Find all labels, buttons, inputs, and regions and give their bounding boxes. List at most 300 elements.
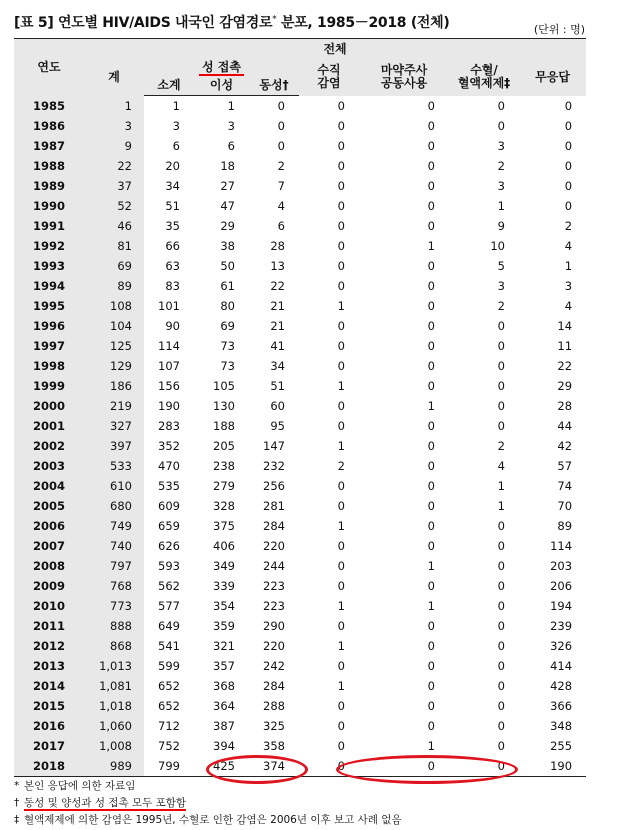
title-text: [표 5] 연도별 HIV/AIDS 내국인 감염경로 [14, 15, 273, 31]
year-cell: 2012 [14, 636, 84, 656]
year-cell: 2010 [14, 596, 84, 616]
total-cell: 37 [84, 176, 144, 196]
value-cell: 0 [497, 739, 505, 753]
value-cell: 89 [557, 519, 573, 533]
header-transfusion: 수혈/ 혈액제제‡ [449, 59, 519, 96]
value-cell: 428 [550, 679, 573, 693]
table-row [14, 316, 586, 336]
value-cell: 652 [158, 699, 180, 713]
value-cell: 223 [263, 599, 285, 613]
value-cell: 0 [427, 339, 435, 353]
value-cell: 244 [263, 559, 285, 573]
value-cell: 3 [497, 139, 505, 153]
value-cell: 107 [158, 359, 180, 373]
total-cell: 1,018 [84, 696, 144, 716]
value-cell: 34 [270, 359, 285, 373]
footnote-3: ‡ 혈액제제에 의한 감염은 1995년, 수혈로 인한 감염은 2006년 이후 보고 사례 없음 [14, 814, 402, 826]
total-cell: 89 [84, 276, 144, 296]
value-cell: 1 [564, 259, 573, 273]
total-cell: 52 [84, 196, 144, 216]
value-cell: 659 [158, 519, 180, 533]
value-cell: 364 [213, 699, 235, 713]
value-cell: 0 [337, 719, 345, 733]
year-cell: 2004 [14, 476, 84, 496]
value-cell: 562 [158, 579, 180, 593]
value-cell: 3 [227, 119, 235, 133]
value-cell: 0 [337, 419, 345, 433]
value-cell: 239 [550, 619, 573, 633]
value-cell: 11 [557, 339, 573, 353]
table-row [14, 696, 586, 716]
value-cell: 6 [277, 219, 285, 233]
value-cell: 60 [270, 399, 285, 413]
value-cell: 0 [337, 159, 345, 173]
year-cell: 2002 [14, 436, 84, 456]
year-cell: 1993 [14, 256, 84, 276]
value-cell: 1 [337, 379, 345, 393]
value-cell: 2 [497, 439, 505, 453]
value-cell: 609 [158, 499, 180, 513]
value-cell: 10 [490, 239, 505, 253]
total-cell: 1,060 [84, 716, 144, 736]
value-cell: 593 [158, 559, 180, 573]
value-cell: 1 [497, 199, 505, 213]
value-cell: 0 [497, 419, 505, 433]
total-cell: 797 [84, 556, 144, 576]
total-cell: 125 [84, 336, 144, 356]
value-cell: 0 [497, 619, 505, 633]
value-cell: 105 [213, 379, 235, 393]
value-cell: 29 [220, 219, 235, 233]
value-cell: 21 [270, 299, 285, 313]
value-cell: 0 [497, 719, 505, 733]
total-cell: 108 [84, 296, 144, 316]
value-cell: 28 [557, 399, 573, 413]
table-row [14, 196, 586, 216]
value-cell: 0 [337, 139, 345, 153]
value-cell: 0 [427, 279, 435, 293]
value-cell: 147 [263, 439, 285, 453]
year-cell: 2003 [14, 456, 84, 476]
value-cell: 0 [497, 379, 505, 393]
value-cell: 114 [158, 339, 180, 353]
value-cell: 20 [165, 159, 180, 173]
value-cell: 0 [564, 139, 573, 153]
value-cell: 66 [165, 239, 180, 253]
value-cell: 652 [158, 679, 180, 693]
value-cell: 35 [165, 219, 180, 233]
value-cell: 1 [337, 599, 345, 613]
value-cell: 0 [497, 339, 505, 353]
value-cell: 0 [337, 359, 345, 373]
year-cell: 2001 [14, 416, 84, 436]
value-cell: 0 [337, 98, 345, 113]
value-cell: 0 [427, 119, 435, 133]
value-cell: 51 [165, 199, 180, 213]
value-cell: 114 [550, 539, 573, 553]
header-no-answer: 무응답 [519, 59, 586, 96]
value-cell: 0 [337, 219, 345, 233]
year-cell: 1992 [14, 236, 84, 256]
value-cell: 0 [497, 559, 505, 573]
value-cell: 188 [213, 419, 235, 433]
value-cell: 541 [158, 639, 180, 653]
value-cell: 7 [277, 179, 285, 193]
value-cell: 101 [158, 299, 180, 313]
table-row [14, 476, 586, 496]
year-cell: 1999 [14, 376, 84, 396]
table-row [14, 556, 586, 576]
value-cell: 1 [337, 299, 345, 313]
value-cell: 0 [497, 659, 505, 673]
value-cell: 13 [270, 259, 285, 273]
value-cell: 205 [213, 439, 235, 453]
total-cell: 989 [84, 756, 144, 777]
value-cell: 1 [427, 739, 435, 753]
table-row [14, 296, 586, 316]
value-cell: 359 [213, 619, 235, 633]
value-cell: 63 [165, 259, 180, 273]
table-row [14, 716, 586, 736]
header-total: 계 [84, 59, 144, 96]
footnotes [14, 778, 402, 829]
year-cell: 2014 [14, 676, 84, 696]
table-row [14, 136, 586, 156]
value-cell: 352 [158, 439, 180, 453]
value-cell: 50 [220, 259, 235, 273]
value-cell: 0 [427, 379, 435, 393]
value-cell: 0 [337, 699, 345, 713]
unit-label: (단위 : 명) [533, 23, 585, 36]
value-cell: 0 [359, 756, 449, 777]
value-cell: 190 [519, 756, 586, 777]
value-cell: 27 [220, 179, 235, 193]
value-cell: 752 [158, 739, 180, 753]
value-cell: 2 [497, 159, 505, 173]
value-cell: 156 [158, 379, 180, 393]
table-title [14, 12, 449, 32]
total-cell: 610 [84, 476, 144, 496]
value-cell: 281 [263, 499, 285, 513]
value-cell: 0 [497, 699, 505, 713]
value-cell: 0 [337, 479, 345, 493]
table-row [14, 116, 586, 136]
value-cell: 0 [427, 699, 435, 713]
value-cell: 326 [550, 639, 573, 653]
value-cell: 4 [564, 299, 573, 313]
value-cell: 83 [165, 279, 180, 293]
value-cell: 394 [213, 739, 235, 753]
value-cell: 0 [564, 179, 573, 193]
total-cell: 768 [84, 576, 144, 596]
year-cell: 1986 [14, 116, 84, 136]
value-cell: 0 [427, 159, 435, 173]
value-cell: 2 [497, 299, 505, 313]
year-cell: 2016 [14, 716, 84, 736]
value-cell: 0 [427, 459, 435, 473]
table-row [14, 436, 586, 456]
value-cell: 0 [427, 619, 435, 633]
value-cell: 206 [550, 579, 573, 593]
value-cell: 0 [427, 359, 435, 373]
value-cell: 5 [497, 259, 505, 273]
value-cell: 4 [497, 459, 505, 473]
value-cell: 22 [270, 279, 285, 293]
value-cell: 18 [220, 159, 235, 173]
year-cell: 2011 [14, 616, 84, 636]
table-row [14, 156, 586, 176]
value-cell: 3 [564, 279, 573, 293]
value-cell: 41 [270, 339, 285, 353]
value-cell: 0 [497, 359, 505, 373]
value-cell: 0 [337, 319, 345, 333]
value-cell: 0 [427, 219, 435, 233]
title-footnote-mark: * [272, 14, 277, 25]
value-cell: 535 [158, 479, 180, 493]
value-cell: 0 [427, 719, 435, 733]
value-cell: 599 [158, 659, 180, 673]
total-cell: 533 [84, 456, 144, 476]
year-cell: 1998 [14, 356, 84, 376]
value-cell: 6 [172, 139, 180, 153]
value-cell: 279 [213, 479, 235, 493]
value-cell: 470 [158, 459, 180, 473]
value-cell: 284 [263, 679, 285, 693]
value-cell: 283 [158, 419, 180, 433]
year-cell: 2008 [14, 556, 84, 576]
total-cell: 22 [84, 156, 144, 176]
total-cell: 327 [84, 416, 144, 436]
value-cell: 42 [557, 439, 573, 453]
value-cell: 0 [427, 319, 435, 333]
value-cell: 358 [263, 739, 285, 753]
value-cell: 1 [497, 499, 505, 513]
table-row [14, 256, 586, 276]
value-cell: 0 [427, 439, 435, 453]
header-vertical: 수직 감염 [299, 59, 359, 96]
value-cell: 406 [213, 539, 235, 553]
value-cell: 414 [550, 659, 573, 673]
table-row [14, 656, 586, 676]
value-cell: 38 [220, 239, 235, 253]
total-cell: 888 [84, 616, 144, 636]
value-cell: 425 [194, 756, 249, 777]
value-cell: 0 [497, 639, 505, 653]
total-cell: 749 [84, 516, 144, 536]
table-row [14, 636, 586, 656]
header-year: 연도 [14, 39, 84, 96]
value-cell: 69 [220, 319, 235, 333]
table-row [14, 496, 586, 516]
value-cell: 0 [564, 119, 573, 133]
value-cell: 799 [144, 756, 194, 777]
value-cell: 0 [449, 756, 519, 777]
year-cell: 1988 [14, 156, 84, 176]
header-drug: 마약주사 공동사용 [359, 59, 449, 96]
year-cell: 1994 [14, 276, 84, 296]
value-cell: 0 [299, 756, 359, 777]
year-cell: 1990 [14, 196, 84, 216]
header-subtotal: 소계 [144, 76, 194, 96]
value-cell: 0 [337, 739, 345, 753]
value-cell: 130 [213, 399, 235, 413]
year-cell: 1991 [14, 216, 84, 236]
total-cell: 1,013 [84, 656, 144, 676]
year-cell: 2000 [14, 396, 84, 416]
value-cell: 0 [427, 179, 435, 193]
table-row [14, 736, 586, 756]
value-cell: 288 [263, 699, 285, 713]
table-row [14, 376, 586, 396]
value-cell: 0 [277, 99, 285, 113]
value-cell: 387 [213, 719, 235, 733]
value-cell: 0 [427, 679, 435, 693]
table-row [14, 596, 586, 616]
value-cell: 95 [270, 419, 285, 433]
value-cell: 0 [337, 559, 345, 573]
year-cell: 1985 [14, 96, 84, 117]
value-cell: 0 [497, 679, 505, 693]
value-cell: 0 [564, 199, 573, 213]
value-cell: 0 [337, 539, 345, 553]
value-cell: 3 [497, 179, 505, 193]
total-cell: 868 [84, 636, 144, 656]
value-cell: 255 [550, 739, 573, 753]
table-row [14, 456, 586, 476]
table-row [14, 236, 586, 256]
total-cell: 104 [84, 316, 144, 336]
header-hetero: 이성 [194, 76, 249, 96]
value-cell: 29 [557, 379, 573, 393]
value-cell: 220 [263, 639, 285, 653]
value-cell: 0 [427, 659, 435, 673]
total-cell: 740 [84, 536, 144, 556]
value-cell: 0 [337, 499, 345, 513]
value-cell: 190 [158, 399, 180, 413]
value-cell: 232 [263, 459, 285, 473]
value-cell: 1 [337, 639, 345, 653]
value-cell: 1 [427, 239, 435, 253]
value-cell: 51 [270, 379, 285, 393]
value-cell: 0 [337, 659, 345, 673]
value-cell: 238 [213, 459, 235, 473]
value-cell: 0 [497, 519, 505, 533]
total-cell: 680 [84, 496, 144, 516]
footnote-2: † 동성 및 양성과 성 접촉 모두 포함함 [14, 797, 187, 809]
table-row [14, 176, 586, 196]
value-cell: 4 [277, 199, 285, 213]
value-cell: 0 [497, 399, 505, 413]
value-cell: 21 [270, 319, 285, 333]
value-cell: 0 [337, 279, 345, 293]
value-cell: 339 [213, 579, 235, 593]
value-cell: 1 [172, 99, 180, 113]
total-cell: 81 [84, 236, 144, 256]
table-row [14, 396, 586, 416]
value-cell: 73 [220, 339, 235, 353]
total-cell: 397 [84, 436, 144, 456]
value-cell: 61 [220, 279, 235, 293]
table-row [14, 536, 586, 556]
value-cell: 290 [263, 619, 285, 633]
total-cell: 3 [84, 116, 144, 136]
table-row [14, 616, 586, 636]
value-cell: 0 [497, 579, 505, 593]
table-row [14, 96, 586, 117]
value-cell: 349 [213, 559, 235, 573]
value-cell: 2 [337, 459, 345, 473]
year-cell: 2009 [14, 576, 84, 596]
total-cell: 219 [84, 396, 144, 416]
value-cell: 0 [564, 159, 573, 173]
year-cell: 1989 [14, 176, 84, 196]
value-cell: 2 [277, 159, 285, 173]
year-cell: 2013 [14, 656, 84, 676]
footnote-1: * 본인 응답에 의한 자료임 [14, 780, 136, 792]
year-cell: 2015 [14, 696, 84, 716]
value-cell: 0 [497, 599, 505, 613]
value-cell: 325 [263, 719, 285, 733]
value-cell: 357 [213, 659, 235, 673]
value-cell: 44 [557, 419, 573, 433]
table-row [14, 516, 586, 536]
value-cell: 328 [213, 499, 235, 513]
total-cell: 9 [84, 136, 144, 156]
value-cell: 0 [427, 199, 435, 213]
year-cell: 1996 [14, 316, 84, 336]
total-cell: 773 [84, 596, 144, 616]
value-cell: 0 [337, 399, 345, 413]
table-row [14, 356, 586, 376]
value-cell: 374 [249, 756, 299, 777]
value-cell: 34 [165, 179, 180, 193]
total-cell: 186 [84, 376, 144, 396]
value-cell: 0 [337, 199, 345, 213]
value-cell: 223 [263, 579, 285, 593]
value-cell: 366 [550, 699, 573, 713]
value-cell: 0 [427, 639, 435, 653]
value-cell: 1 [497, 479, 505, 493]
value-cell: 1 [337, 679, 345, 693]
value-cell: 90 [165, 319, 180, 333]
value-cell: 1 [227, 99, 235, 113]
value-cell: 0 [277, 119, 285, 133]
value-cell: 9 [497, 219, 505, 233]
value-cell: 0 [427, 299, 435, 313]
total-cell: 1 [84, 96, 144, 117]
value-cell: 0 [427, 579, 435, 593]
total-cell: 69 [84, 256, 144, 276]
value-cell: 0 [337, 579, 345, 593]
table-row [14, 216, 586, 236]
value-cell: 194 [550, 599, 573, 613]
value-cell: 0 [564, 98, 573, 113]
value-cell: 0 [497, 98, 505, 113]
value-cell: 3 [172, 119, 180, 133]
value-cell: 0 [497, 119, 505, 133]
value-cell: 0 [337, 239, 345, 253]
value-cell: 73 [220, 359, 235, 373]
year-cell: 2007 [14, 536, 84, 556]
value-cell: 2 [564, 219, 573, 233]
value-cell: 220 [263, 539, 285, 553]
value-cell: 321 [213, 639, 235, 653]
value-cell: 242 [263, 659, 285, 673]
value-cell: 368 [213, 679, 235, 693]
value-cell: 1 [337, 519, 345, 533]
value-cell: 626 [158, 539, 180, 553]
value-cell: 0 [337, 179, 345, 193]
